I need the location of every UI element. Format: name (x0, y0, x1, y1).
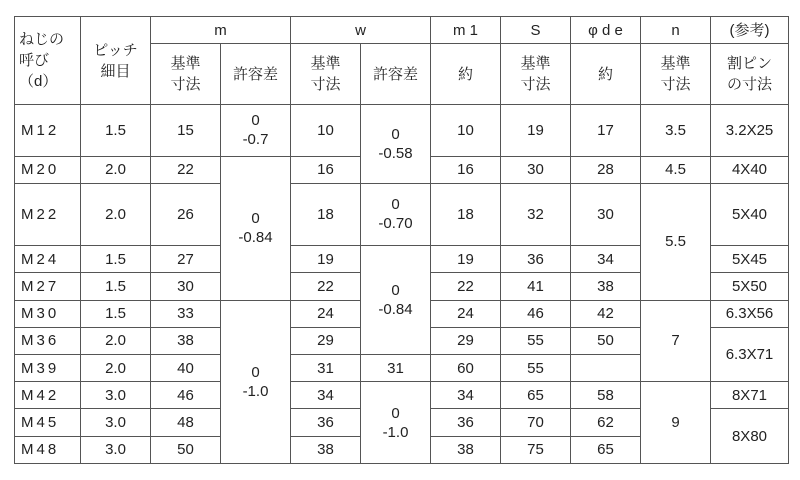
s-cell: 19 (501, 105, 571, 156)
m-basic-cell: 46 (151, 382, 221, 409)
header-s-basic (501, 44, 571, 105)
header-m1-approx-text: 約 (457, 65, 473, 83)
size-cell: M12 (15, 105, 81, 156)
size-cell: M30 (15, 300, 81, 327)
table-row (15, 183, 789, 245)
pitch-cell: 3.0 (81, 382, 151, 409)
size-cell: M36 (15, 327, 81, 354)
w-basic-cell: 31 (291, 355, 361, 382)
header-n (641, 17, 711, 44)
m1-cell: 16 (431, 156, 501, 183)
m-basic-cell: 22 (151, 156, 221, 183)
pitch-cell: 3.0 (81, 436, 151, 463)
m-tol-text: 0 -1.0 (242, 363, 269, 400)
header-m-text: m (214, 21, 227, 39)
header-pin-text: (参考) (729, 21, 770, 39)
m1-cell: 31 (361, 355, 431, 382)
pitch-cell: 1.5 (81, 246, 151, 273)
m1-cell: 10 (431, 105, 501, 156)
header-s-text: S (530, 21, 541, 39)
table-row (15, 382, 789, 409)
header-w-tol-text: 許容差 (372, 65, 418, 83)
header-phi-approx (571, 44, 641, 105)
m1-cell: 24 (431, 300, 501, 327)
table-row (15, 105, 789, 156)
w-basic-cell: 18 (291, 183, 361, 245)
s-cell: 46 (501, 300, 571, 327)
m1-cell: 18 (431, 183, 501, 245)
de-cell: 62 (571, 409, 641, 436)
m-basic-cell: 38 (151, 327, 221, 354)
pin-cell: 5X45 (711, 246, 789, 273)
header-m-basic (151, 44, 221, 105)
pitch-cell: 1.5 (81, 273, 151, 300)
header-size-text: ねじの 呼び （d） (19, 31, 65, 91)
s-cell: 30 (501, 156, 571, 183)
header-w-basic (291, 44, 361, 105)
de-cell: 17 (571, 105, 641, 156)
size-cell: M24 (15, 246, 81, 273)
size-cell: M20 (15, 156, 81, 183)
header-m-tol (221, 44, 291, 105)
header-m (151, 17, 291, 44)
header-phi-approx-text: 約 (597, 65, 613, 83)
de-cell: 34 (571, 246, 641, 273)
header-row-1 (15, 17, 789, 44)
pitch-cell: 3.0 (81, 409, 151, 436)
m1-cell: 19 (431, 246, 501, 273)
pin-cell: 5X50 (711, 273, 789, 300)
n-cell: 3.5 (641, 105, 711, 156)
pin-cell: 8X80 (711, 409, 789, 464)
s-cell: 60 (431, 355, 501, 382)
w-tol-text: 0 -1.0 (382, 404, 409, 441)
m-basic-cell: 33 (151, 300, 221, 327)
w-basic-cell: 36 (291, 409, 361, 436)
pitch-cell: 2.0 (81, 327, 151, 354)
header-m1-approx (431, 44, 501, 105)
header-pin-size (711, 44, 789, 105)
w-basic-cell: 10 (291, 105, 361, 156)
header-w-basic-text: 基準 寸法 (310, 55, 341, 94)
w-tol-cell (361, 183, 431, 245)
de-cell: 38 (571, 273, 641, 300)
w-basic-cell: 38 (291, 436, 361, 463)
s-cell: 41 (501, 273, 571, 300)
header-size (15, 17, 81, 105)
pin-cell: 5X40 (711, 183, 789, 245)
size-cell: M27 (15, 273, 81, 300)
m-tol-cell (221, 156, 291, 300)
s-cell: 32 (501, 183, 571, 245)
size-cell: M22 (15, 183, 81, 245)
m-tol-cell (221, 300, 291, 463)
de-cell: 30 (571, 183, 641, 245)
n-cell: 7 (641, 300, 711, 382)
m-tol-cell (221, 105, 291, 156)
header-m1 (431, 17, 501, 44)
pin-cell: 4X40 (711, 156, 789, 183)
de-cell: 50 (571, 327, 641, 354)
size-cell: M48 (15, 436, 81, 463)
size-cell: M42 (15, 382, 81, 409)
w-tol-cell (361, 382, 431, 464)
header-pin-size-text: 割ピン の寸法 (726, 55, 772, 94)
header-pitch-text: ピッチ 細目 (93, 41, 138, 80)
s-cell: 65 (501, 382, 571, 409)
w-basic-cell: 24 (291, 300, 361, 327)
header-s-basic-text: 基準 寸法 (520, 55, 551, 94)
m1-cell: 34 (431, 382, 501, 409)
header-m-basic-text: 基準 寸法 (170, 55, 201, 94)
m-tol-text: 0 -0.7 (242, 112, 269, 149)
de-cell: 65 (571, 436, 641, 463)
w-basic-cell: 29 (291, 327, 361, 354)
w-basic-cell: 22 (291, 273, 361, 300)
pin-cell: 8X71 (711, 382, 789, 409)
m1-cell: 29 (431, 327, 501, 354)
n-cell: 4.5 (641, 156, 711, 183)
m-basic-cell: 40 (151, 355, 221, 382)
header-w-tol (361, 44, 431, 105)
w-tol-text: 0 -0.70 (378, 196, 413, 233)
w-tol-text: 0 -0.58 (378, 126, 413, 163)
w-tol-cell (361, 105, 431, 183)
m-basic-cell: 48 (151, 409, 221, 436)
m-tol-text: 0 -0.84 (238, 210, 273, 247)
de-cell: 55 (501, 355, 571, 382)
m1-cell: 36 (431, 409, 501, 436)
s-cell: 75 (501, 436, 571, 463)
s-cell: 70 (501, 409, 571, 436)
header-s (501, 17, 571, 44)
pitch-cell: 2.0 (81, 355, 151, 382)
pitch-cell: 1.5 (81, 300, 151, 327)
w-basic-cell: 34 (291, 382, 361, 409)
w-tol-cell (361, 246, 431, 355)
n-cell: 9 (641, 382, 711, 464)
size-cell: M45 (15, 409, 81, 436)
w-tol-text: 0 -0.84 (378, 282, 413, 319)
header-n-basic-text: 基準 寸法 (660, 55, 691, 94)
pitch-cell: 2.0 (81, 183, 151, 245)
pitch-cell: 2.0 (81, 156, 151, 183)
m-basic-cell: 15 (151, 105, 221, 156)
header-m-tol-text: 許容差 (232, 65, 278, 83)
header-pin (711, 17, 789, 44)
pin-cell: 3.2X25 (711, 105, 789, 156)
w-basic-cell: 16 (291, 156, 361, 183)
pitch-cell: 1.5 (81, 105, 151, 156)
n-cell: 5.5 (641, 183, 711, 300)
de-cell: 58 (571, 382, 641, 409)
s-cell: 36 (501, 246, 571, 273)
header-pitch (81, 17, 151, 105)
pin-cell: 6.3X71 (711, 327, 789, 381)
m-basic-cell: 26 (151, 183, 221, 245)
spec-table (14, 16, 789, 464)
header-n-text: n (671, 21, 680, 39)
m-basic-cell: 50 (151, 436, 221, 463)
header-w-text: w (355, 21, 366, 39)
s-cell: 55 (501, 327, 571, 354)
pin-cell: 6.3X56 (711, 300, 789, 327)
m1-cell: 38 (431, 436, 501, 463)
size-cell: M39 (15, 355, 81, 382)
m-basic-cell: 30 (151, 273, 221, 300)
de-cell: 42 (571, 300, 641, 327)
w-basic-cell: 19 (291, 246, 361, 273)
header-phi-de-text: φ d e (588, 21, 623, 39)
header-phi-de (571, 17, 641, 44)
header-w (291, 17, 431, 44)
header-n-basic (641, 44, 711, 105)
m1-cell: 22 (431, 273, 501, 300)
m-basic-cell: 27 (151, 246, 221, 273)
de-cell: 28 (571, 156, 641, 183)
header-m1-text: m 1 (452, 21, 478, 39)
